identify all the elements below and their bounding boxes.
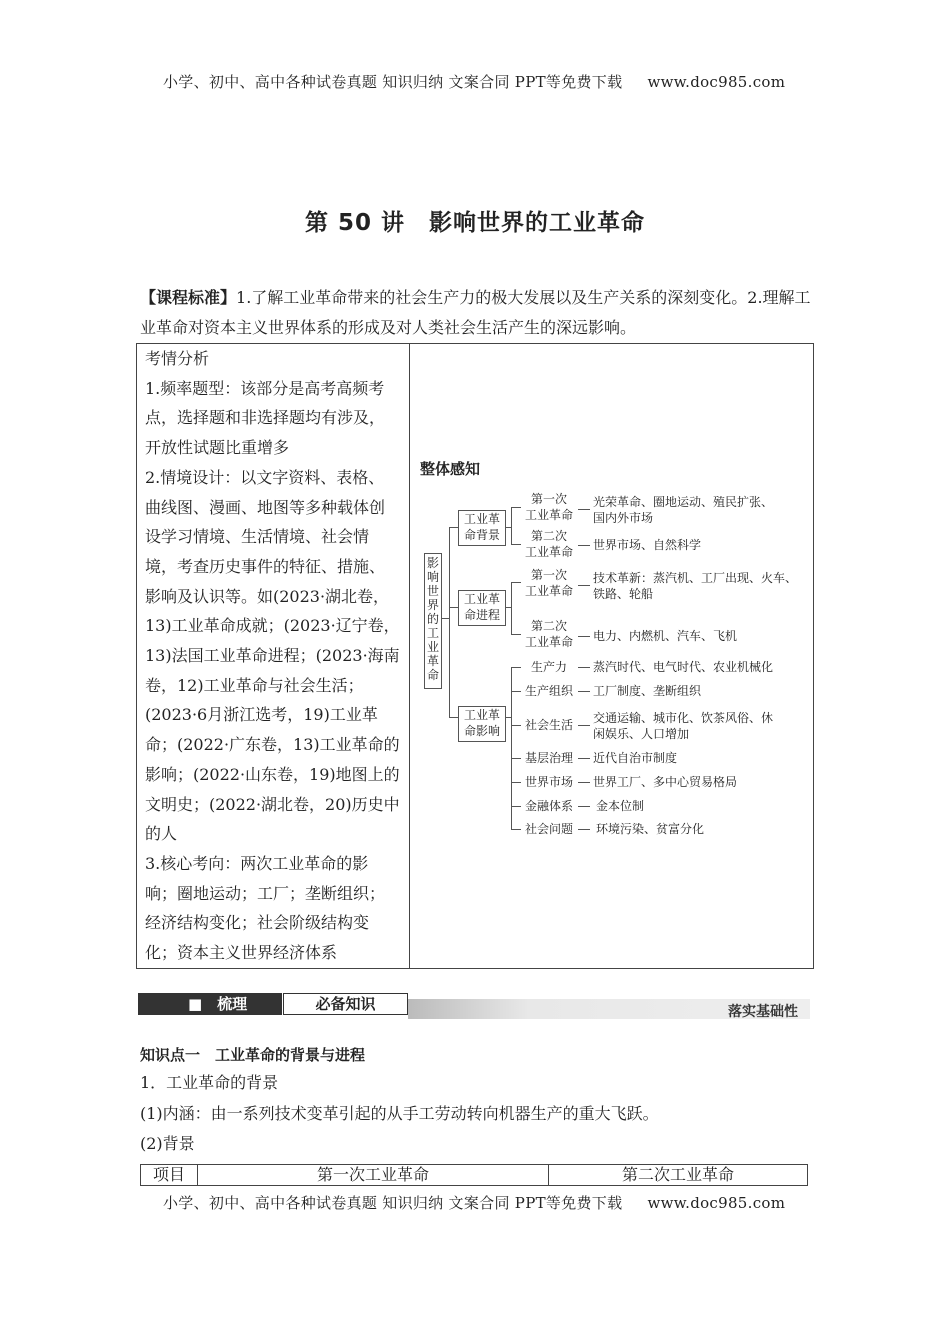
analysis-line: 13)工业革命成就；(2023·辽宁卷， — [145, 616, 400, 636]
lesson-title: 第 50 讲 影响世界的工业革命 — [304, 210, 646, 236]
pr1-text — [593, 570, 797, 602]
sub-text: 国内外市场 — [593, 511, 654, 525]
analysis-line: 响；圈地运动；工厂；垄断组织； — [145, 883, 386, 903]
knowledge-line: 1．工业革命的背景 — [140, 1073, 279, 1092]
background-table — [140, 1164, 808, 1186]
branch-label: 命进程 — [463, 608, 500, 622]
impact-text: 环境污染、贫富分化 — [596, 822, 705, 836]
analysis-line: 卷，12)工业革命与社会生活； — [145, 675, 364, 695]
impact-text: 工厂制度、垄断组织 — [593, 684, 702, 698]
analysis-line: (2023·6月浙江选考，19)工业革 — [145, 705, 378, 725]
section-banner — [138, 993, 810, 1019]
impact-label: 世界市场 — [524, 775, 573, 789]
impact-label: 社会问题 — [524, 822, 573, 836]
branch-process-box — [458, 590, 506, 626]
mindmap-root-label: 影响世界的工业革命 — [427, 556, 440, 682]
sub-label: 第二次 — [530, 529, 567, 543]
analysis-line: 点，选择题和非选择题均有涉及， — [145, 408, 386, 428]
connector-line — [511, 806, 521, 807]
connector-line — [511, 582, 512, 634]
footer-url: www.doc985.com — [647, 1194, 786, 1212]
page-footer — [163, 1192, 785, 1213]
pr1-label — [521, 567, 577, 599]
analysis-heading: 考情分析 — [145, 349, 210, 368]
table-header-cell: 第二次工业革命 — [549, 1165, 808, 1186]
bg2-label — [521, 528, 577, 560]
exam-analysis — [137, 344, 409, 968]
sub-label: 工业革命 — [524, 584, 573, 598]
branch-label: 工业革 — [463, 592, 500, 606]
impact-label: 生产力 — [530, 660, 567, 674]
connector-line — [511, 782, 521, 783]
sub-label: 第二次 — [530, 619, 567, 633]
impact-label: 金融体系 — [524, 799, 573, 813]
connector-line — [449, 527, 458, 528]
analysis-line: 影响及认识等。如(2023·湖北卷， — [145, 586, 390, 606]
overview-cell — [410, 344, 814, 969]
analysis-line: 境，考查历史事件的特征、措施、 — [145, 556, 386, 576]
connector-line — [449, 607, 458, 608]
analysis-line: 13)法国工业革命进程；(2023·海南 — [145, 646, 400, 666]
bg1-label — [521, 491, 577, 523]
analysis-line: 设学习情境、生活情境、社会情 — [145, 527, 370, 547]
sub-label: 工业革命 — [524, 635, 573, 649]
analysis-table — [136, 343, 814, 969]
connector-line — [511, 507, 521, 508]
connector-line — [578, 758, 590, 759]
connector-line — [511, 758, 521, 759]
table-header-cell: 项目 — [141, 1165, 198, 1186]
pr2-text: 电力、内燃机、汽车、飞机 — [593, 629, 738, 643]
banner-strip — [408, 999, 810, 1019]
overview-label: 整体感知 — [420, 460, 481, 478]
impact-text: 蒸汽时代、电气时代、农业机械化 — [593, 660, 774, 674]
sub-label: 工业革命 — [524, 508, 573, 522]
analysis-line: 3.核心考向：两次工业革命的影 — [145, 853, 369, 873]
pr2-label — [521, 618, 577, 650]
connector-line — [441, 618, 449, 619]
sub-label: 第一次 — [530, 492, 567, 506]
impact-label: 基层治理 — [524, 751, 573, 765]
analysis-line: 文明史；(2022·湖北卷，20)历史中 — [145, 794, 400, 814]
table-header-cell: 第一次工业革命 — [198, 1165, 549, 1186]
banner-right-text: 落实基础性 — [728, 1004, 798, 1020]
branch-label: 命背景 — [463, 528, 500, 542]
analysis-line: 影响；(2022·山东卷，19)地图上的 — [145, 764, 400, 784]
connector-line — [578, 691, 590, 692]
connector-line — [578, 725, 590, 726]
knowledge-line: (1)内涵：由一系列技术变革引起的从手工劳动转向机器生产的重大飞跃。 — [140, 1104, 659, 1123]
knowledge-point-title: 知识点一 工业革命的背景与进程 — [140, 1046, 366, 1064]
table-row — [141, 1165, 808, 1186]
header-url: www.doc985.com — [647, 73, 786, 91]
course-standard — [140, 283, 820, 343]
branch-label: 命影响 — [463, 724, 500, 738]
analysis-line: 的人 — [145, 824, 178, 844]
analysis-line: 化；资本主义世界经济体系 — [145, 943, 338, 963]
branch-impact-box — [458, 706, 506, 742]
sub-text: 技术革新：蒸汽机、工厂出现、火车、 — [593, 571, 798, 585]
connector-line — [511, 691, 521, 692]
sub-label: 第一次 — [530, 568, 567, 582]
sub-text: 闲娱乐、人口增加 — [593, 727, 690, 741]
analysis-line: 命；(2022·广东卷，13)工业革命的 — [145, 735, 400, 755]
course-standard-text: 1.了解工业革命带来的社会生产力的极大发展以及生产关系的深刻变化。2.理解工业革命对资本主义世界体系的形成及对人类社会生活产生的深远影响。 — [140, 288, 811, 337]
mindmap-root-box — [424, 553, 442, 689]
connector-line — [578, 782, 590, 783]
banner-tag2: 必备知识 — [283, 993, 408, 1015]
connector-line — [578, 545, 590, 546]
impact-text: 世界工厂、多中心贸易格局 — [593, 775, 738, 789]
connector-line — [449, 527, 450, 717]
connector-line — [511, 725, 521, 726]
branch-label: 工业革 — [463, 512, 500, 526]
footer-text: 小学、初中、高中各种试卷真题 知识归纳 文案合同 PPT等免费下载 — [163, 1194, 623, 1212]
bg1-text — [593, 494, 773, 526]
bg2-text: 世界市场、自然科学 — [593, 538, 702, 552]
knowledge-line: (2)背景 — [140, 1134, 195, 1153]
banner-tag-dark — [138, 993, 282, 1015]
analysis-cell — [137, 344, 410, 969]
sub-text: 光荣革命、圈地运动、殖民扩张、 — [593, 495, 774, 509]
analysis-line: 开放性试题比重增多 — [145, 438, 290, 458]
connector-line — [449, 717, 458, 718]
impact-label: 生产组织 — [524, 684, 573, 698]
connector-line — [578, 636, 590, 637]
sub-label: 工业革命 — [524, 545, 573, 559]
impact-text — [593, 710, 773, 742]
analysis-line: 曲线图、漫画、地图等多种载体创 — [145, 497, 386, 517]
connector-line — [511, 544, 521, 545]
branch-background-box — [458, 510, 506, 546]
analysis-line: 经济结构变化；社会阶级结构变 — [145, 913, 370, 933]
connector-line — [578, 585, 590, 586]
connector-line — [578, 806, 590, 807]
connector-line — [511, 634, 521, 635]
sub-text: 铁路、轮船 — [593, 587, 654, 601]
connector-line — [578, 667, 590, 668]
connector-line — [511, 507, 512, 544]
analysis-line: 2.情境设计：以文字资料、表格、 — [145, 467, 385, 487]
impact-label: 社会生活 — [524, 718, 573, 732]
impact-text: 金本位制 — [596, 799, 645, 813]
connector-line — [511, 829, 521, 830]
banner-tag1: ■ 梳理 — [188, 995, 248, 1013]
header-text: 小学、初中、高中各种试卷真题 知识归纳 文案合同 PPT等免费下载 — [163, 73, 623, 91]
course-standard-label: 【课程标准】 — [140, 288, 237, 307]
impact-text: 近代自治市制度 — [593, 751, 678, 765]
sub-text: 交通运输、城市化、饮茶风俗、休 — [593, 711, 774, 725]
analysis-line: 1.频率题型：该部分是高考高频考 — [145, 378, 385, 398]
connector-line — [578, 509, 590, 510]
page-header — [163, 71, 785, 92]
connector-line — [578, 829, 590, 830]
connector-line — [511, 667, 521, 668]
branch-label: 工业革 — [463, 708, 500, 722]
connector-line — [511, 582, 521, 583]
